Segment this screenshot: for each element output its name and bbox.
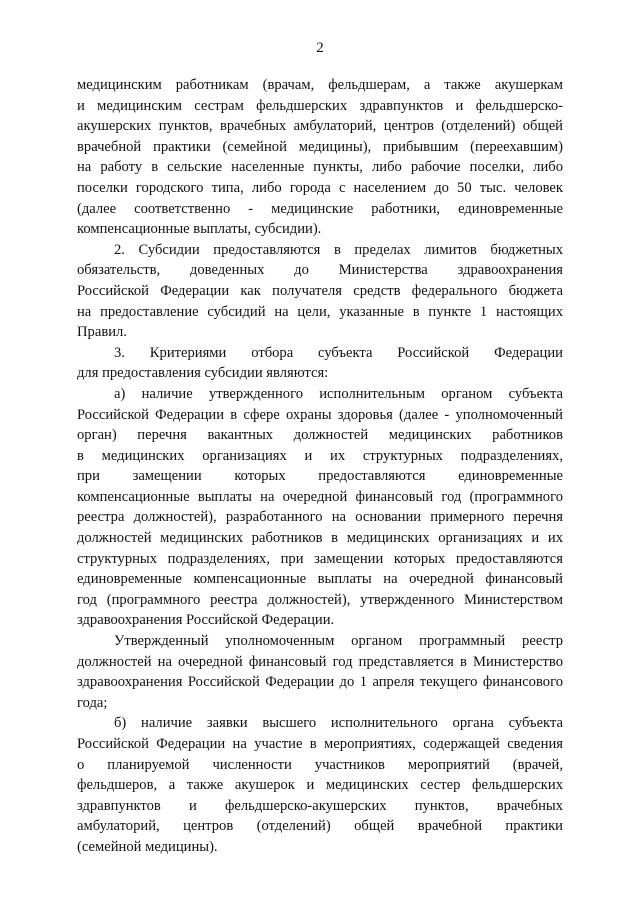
text-line: 2. Субсидии предоставляются в пределах лимитов бюджетных: [114, 241, 563, 258]
text-line: Правил.: [77, 324, 127, 341]
text-line: в медицинских организациях и их структурных подразделениях,: [77, 447, 563, 464]
text-line: о планируемой численности участников мероприятий (врачей,: [77, 756, 563, 773]
text-line: структурных подразделениях, при замещении которых предоставляются: [77, 550, 563, 567]
text-line: (семейной медицины).: [77, 838, 218, 855]
text-line: Утвержденный уполномоченным органом программный реестр: [114, 633, 563, 650]
text-line: компенсационные выплаты, субсидии).: [77, 221, 322, 238]
text-line: а) наличие утвержденного исполнительным органом субъекта: [114, 385, 563, 402]
document-body: [77, 75, 563, 858]
text-line: для предоставления субсидии являются:: [77, 365, 329, 382]
text-line: Российской Федерации как получателя средств федерального бюджета: [77, 282, 563, 299]
text-line: год (программного реестра должностей), утвержденного Министерством: [77, 591, 563, 608]
text-line: Российской Федерации на участие в мероприятиях, содержащей сведения: [77, 736, 563, 752]
text-line: здравоохранения Российской Федерации.: [77, 612, 335, 629]
text-line: единовременные компенсационные выплаты на очередной финансовый: [77, 571, 563, 588]
text-line: года;: [77, 694, 108, 711]
text-line: медицинским работникам (врачам, фельдшерам, а также акушеркам: [77, 77, 563, 93]
text-line: Российской Федерации в сфере охраны здоровья (далее - уполномоченный: [77, 406, 563, 423]
text-line: должностей медицинских работников в медицинских организациях и их: [77, 530, 563, 547]
text-line: здравпунктов и фельдшерско-акушерских пунктов, врачебных: [77, 797, 563, 814]
text-line: при замещении которых предоставляются единовременные: [77, 468, 563, 485]
text-line: обязательств, доведенных до Министерства здравоохранения: [77, 262, 563, 279]
text-line: должностей на очередной финансовый год представляется в Министерство: [77, 653, 563, 670]
text-line: компенсационные выплаты на очередной финансовый год (программного: [77, 488, 563, 505]
text-line: поселки городского типа, либо города с населением до 50 тыс. человек: [77, 179, 563, 196]
text-line: на предоставление субсидий на цели, указанные в пункте 1 настоящих: [77, 303, 563, 320]
text-line: на работу в сельские населенные пункты, либо рабочие поселки, либо: [77, 159, 563, 176]
text-line: и медицинским сестрам фельдшерских здравпунктов и фельдшерско-: [77, 97, 563, 114]
text-line: орган) перечня вакантных должностей медицинских работников: [77, 427, 563, 444]
text-line: акушерских пунктов, врачебных амбулаторий, центров (отделений) общей: [77, 118, 563, 135]
text-line: фельдшеров, а также акушерок и медицинских сестер фельдшерских: [77, 777, 563, 794]
text-line: амбулаторий, центров (отделений) общей врачебной практики: [77, 818, 563, 835]
text-line: здравоохранения Российской Федерации до 1 апреля текущего финансового: [77, 674, 563, 691]
text-line: 3. Критериями отбора субъекта Российской Федерации: [114, 344, 563, 361]
text-line: реестра должностей), разработанного на основании примерного перечня: [77, 509, 563, 526]
page-number: 2: [316, 40, 324, 56]
text-line: (далее соответственно - медицинские работники, единовременные: [77, 200, 563, 217]
text-line: б) наличие заявки высшего исполнительного органа субъекта: [114, 715, 563, 732]
text-line: врачебной практики (семейной медицины), прибывшим (переехавшим): [77, 138, 563, 155]
